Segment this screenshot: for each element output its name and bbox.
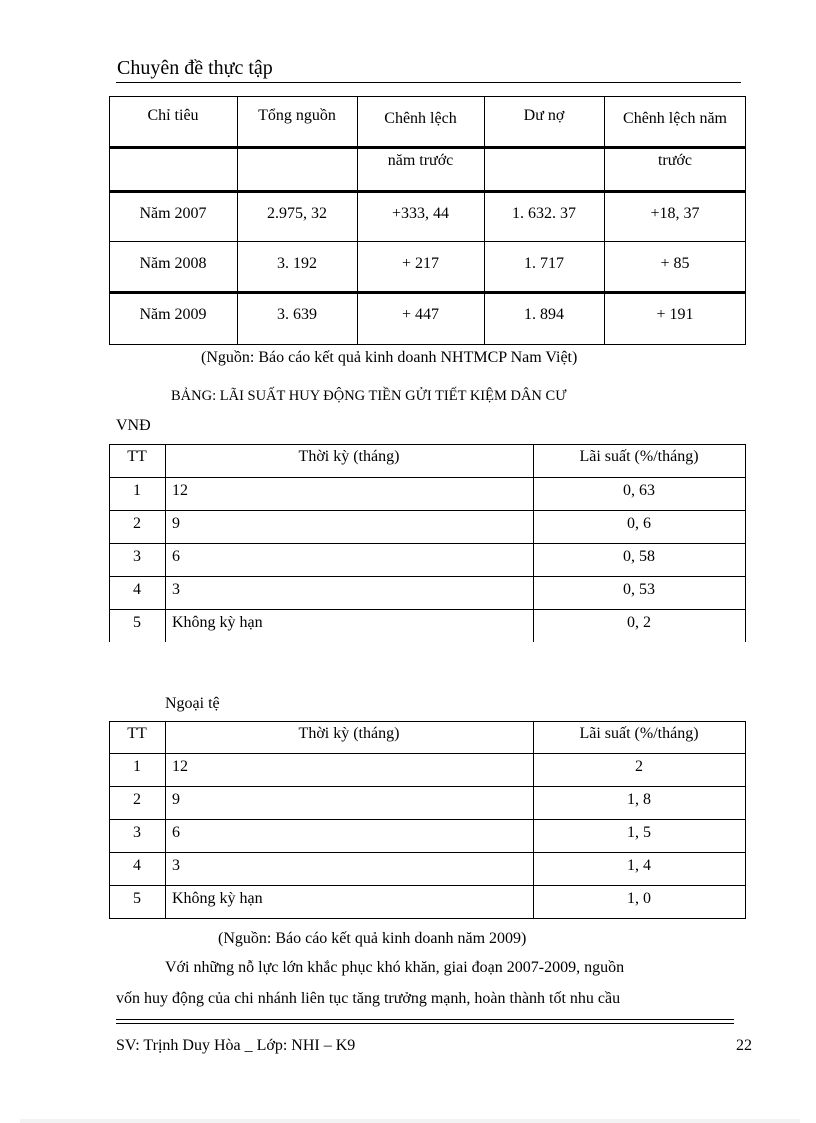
table-cell: 3. 192 [277, 255, 317, 272]
summary-table [109, 96, 746, 345]
table-cell: 3 [172, 581, 180, 598]
header-cell: Thời kỳ (tháng) [298, 725, 400, 742]
row-divider [109, 918, 746, 919]
col-divider [745, 444, 746, 642]
table-cell: 1. 894 [524, 306, 564, 323]
vnd-rate-table [109, 444, 746, 642]
table-cell: + 191 [656, 306, 694, 323]
col-divider [165, 444, 166, 642]
table-cell: + 447 [401, 306, 440, 323]
row-divider [109, 885, 746, 886]
table-cell: Không kỳ hạn [172, 614, 263, 631]
footer-student-info: SV: Trịnh Duy Hòa _ Lớp: NHI – K9 [116, 1037, 356, 1054]
table-cell: Năm 2007 [139, 205, 207, 222]
header-cell: Thời kỳ (tháng) [298, 448, 400, 465]
col-divider [533, 444, 534, 642]
body-paragraph-line: vốn huy động của chi nhánh liên tục tăng trưởng mạnh, hoàn thành tốt nhu cầu [116, 990, 621, 1007]
row-divider [109, 241, 746, 242]
table-cell: 1 [133, 758, 141, 775]
row-divider [109, 753, 746, 754]
table-cell: Năm 2008 [139, 255, 207, 272]
table-cell: 1 [133, 482, 141, 499]
table-cell: 0, 58 [623, 548, 655, 565]
table-cell: 9 [172, 791, 180, 808]
table-cell: 1, 4 [627, 857, 651, 874]
table-cell: 12 [172, 482, 188, 499]
col-divider [109, 721, 110, 918]
table-cell: 12 [172, 758, 188, 775]
footer-rule [116, 1019, 734, 1020]
table-cell: 2 [133, 515, 141, 532]
row-divider [109, 852, 746, 853]
currency-label-vnd: VNĐ [116, 417, 151, 434]
header-cell: Lãi suất (%/tháng) [579, 448, 699, 465]
table-cell: 4 [133, 581, 141, 598]
table-cell: 5 [133, 890, 141, 907]
page-number: 22 [736, 1037, 752, 1054]
source-caption: (Nguồn: Báo cáo kết quả kinh doanh NHTMCP Nam Việt) [201, 349, 578, 366]
table-cell: 6 [172, 548, 180, 565]
footer-rule [116, 1023, 734, 1024]
table-cell: 5 [133, 614, 141, 631]
col-divider [745, 721, 746, 918]
body-paragraph-line: Với những nỗ lực lớn khắc phục khó khăn, giai đoạn 2007-2009, nguồn [165, 959, 625, 976]
table-cell: 3. 639 [277, 306, 317, 323]
table-cell: 1, 8 [627, 791, 651, 808]
table-cell: 2 [635, 758, 643, 775]
col-divider [109, 444, 110, 642]
table-cell: 2 [133, 791, 141, 808]
header-cell: Chênh lệch [384, 110, 457, 127]
header-cell: trước [657, 152, 692, 169]
row-divider [109, 721, 746, 722]
source-caption: (Nguồn: Báo cáo kết quả kinh doanh năm 2009) [218, 930, 527, 947]
page-header-title: Chuyên đề thực tập [117, 57, 273, 79]
header-cell: Dư nợ [523, 107, 565, 124]
table-cell: 1, 0 [627, 890, 651, 907]
row-divider [109, 786, 746, 787]
header-cell: Chênh lệch năm [623, 110, 727, 127]
table-cell: +18, 37 [650, 205, 700, 222]
table-cell: 3 [133, 824, 141, 841]
page-bottom-edge [20, 1119, 800, 1123]
table-cell: 0, 53 [623, 581, 655, 598]
table-cell: 9 [172, 515, 180, 532]
table-cell: 0, 63 [623, 482, 655, 499]
row-divider [109, 477, 746, 478]
row-divider [109, 609, 746, 610]
header-cell: Chỉ tiêu [147, 107, 199, 124]
table-cell: + 217 [401, 255, 440, 272]
table-cell: 3 [172, 857, 180, 874]
header-cell: TT [127, 448, 147, 465]
currency-label-foreign: Ngoại tệ [165, 695, 220, 712]
col-divider [533, 721, 534, 918]
table-cell: 3 [133, 548, 141, 565]
table-title: BẢNG: LÃI SUẤT HUY ĐỘNG TIỀN GỬI TIẾT KIỆM DÂN CƯ [171, 388, 567, 404]
table-cell: 0, 6 [627, 515, 651, 532]
row-divider [109, 190, 746, 193]
header-rule [116, 82, 741, 83]
foreign-rate-table [109, 721, 746, 919]
table-cell: Không kỳ hạn [172, 890, 263, 907]
header-cell: Tổng nguồn [258, 107, 336, 124]
table-cell: 2.975, 32 [267, 205, 327, 222]
row-divider [109, 819, 746, 820]
table-cell: Năm 2009 [139, 306, 207, 323]
row-divider [109, 146, 746, 149]
table-cell: 1, 5 [627, 824, 651, 841]
col-divider [165, 721, 166, 918]
table-cell: 0, 2 [627, 614, 651, 631]
table-cell: 1. 717 [524, 255, 564, 272]
table-cell: 1. 632. 37 [512, 205, 576, 222]
header-cell: Lãi suất (%/tháng) [579, 725, 699, 742]
row-divider [109, 444, 746, 445]
header-cell: TT [127, 725, 147, 742]
row-divider [109, 291, 746, 294]
row-divider [109, 510, 746, 511]
table-cell: 6 [172, 824, 180, 841]
table-cell: +333, 44 [391, 205, 450, 222]
row-divider [109, 576, 746, 577]
row-divider [109, 543, 746, 544]
table-cell: + 85 [660, 255, 690, 272]
table-cell: 4 [133, 857, 141, 874]
header-cell: năm trước [387, 152, 454, 169]
